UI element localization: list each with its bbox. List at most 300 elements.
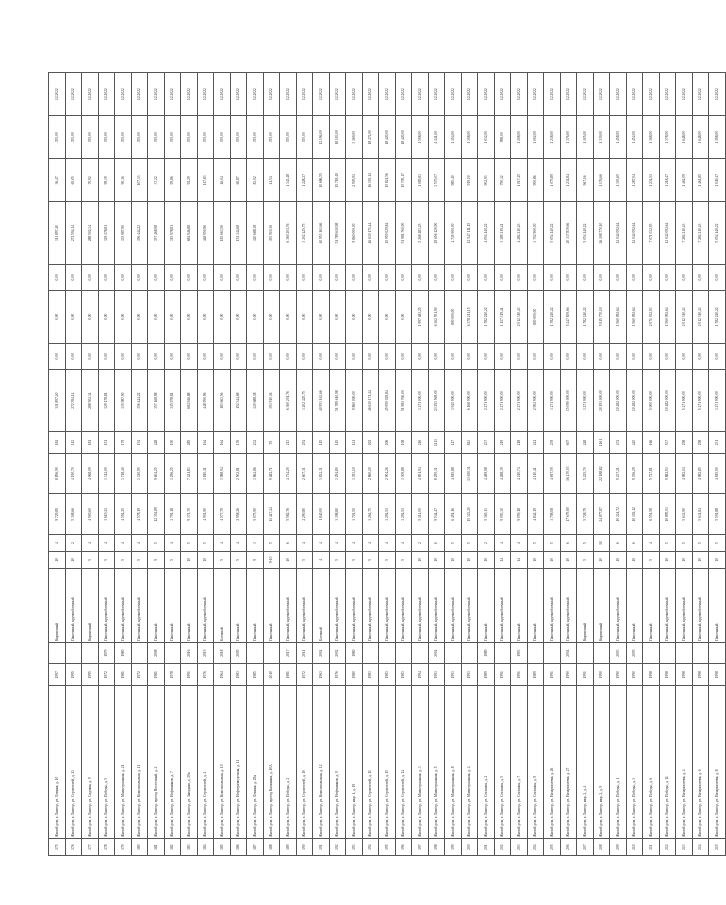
value-cell: 2 012 310,43 <box>692 291 709 344</box>
cost-cell: 3 945 900,00 <box>445 370 462 432</box>
unit-cost-cell: 1 234,84 <box>560 159 577 202</box>
entrances-cell: 5 <box>148 535 165 552</box>
entrances-cell: 10 <box>593 535 610 552</box>
floors-cell: 10 <box>659 551 676 568</box>
date-cell: 12.2022 <box>395 73 412 116</box>
value-cell: 0,00 <box>428 343 445 369</box>
value-cell: 0,00 <box>82 291 99 344</box>
unit-cost-cell: 1 085,83 <box>412 159 429 202</box>
wall-material-cell: Панельный, крупноблочный <box>610 568 627 642</box>
residents-cell: 258 <box>692 432 709 454</box>
limit-cost-cell: 355,00 <box>131 116 148 159</box>
wall-material-cell: Панельный, крупноблочный <box>379 568 396 642</box>
total-area-cell: 3 701,50 <box>346 494 363 535</box>
entrances-cell: 6 <box>560 535 577 552</box>
year-renovated-cell: 2002 <box>329 642 346 664</box>
row-number: 198 <box>428 839 445 856</box>
entrances-cell: 4 <box>329 535 346 552</box>
year-built-cell: 1989 <box>478 664 495 686</box>
value-cell: 0,00 <box>280 264 297 290</box>
year-built-cell: 1981 <box>148 664 165 686</box>
value-cell: 0,00 <box>379 291 396 344</box>
value-cell: 0,00 <box>494 264 511 290</box>
table-row <box>709 73 726 856</box>
total-cost-cell: 12 042 092,64 <box>610 202 627 264</box>
wall-material-cell: Панельный <box>181 568 198 642</box>
total-area-cell: 2 290,80 <box>296 494 313 535</box>
date-cell: 12.2022 <box>412 73 429 116</box>
table-row <box>577 73 594 856</box>
wall-material-cell: Панельный, крупноблочный <box>329 568 346 642</box>
date-cell: 12.2022 <box>428 73 445 116</box>
living-area-cell: 3 988,94 <box>214 453 231 494</box>
residents-cell: 843 <box>461 432 478 454</box>
date-cell: 12.2022 <box>313 73 330 116</box>
wall-material-cell: Панельный <box>247 568 264 642</box>
living-area-cell: 4 982,04 <box>676 453 693 494</box>
floors-cell: 5 <box>296 551 313 568</box>
limit-cost-cell: 1 198,00 <box>709 116 726 159</box>
value-cell: 0,00 <box>709 343 726 369</box>
value-cell: 0,00 <box>115 264 132 290</box>
living-area-cell: 9 882,93 <box>659 453 676 494</box>
value-cell: 0,00 <box>230 291 247 344</box>
limit-cost-cell: 1 339,00 <box>593 116 610 159</box>
value-cell: 0,00 <box>65 343 82 369</box>
address-cell: Жилой дом, г. Лянтор, ул. Магистральная, д. 4 <box>461 686 478 839</box>
table-row <box>395 73 412 856</box>
year-renovated-cell: 1989 <box>478 642 495 664</box>
unit-cost-cell: 790,32 <box>494 159 511 202</box>
entrances-cell: 4 <box>362 535 379 552</box>
floors-cell: 14 <box>511 551 528 568</box>
floors-cell: 5 <box>329 551 346 568</box>
cost-cell: 6 360 201,76 <box>280 370 297 432</box>
living-area-cell: 3 832,31 <box>313 453 330 494</box>
total-cost-cell: 329 178,81 <box>98 202 115 264</box>
table-row <box>181 73 198 856</box>
cost-cell: 152 344,68 <box>230 370 247 432</box>
date-cell: 12.2022 <box>82 73 99 116</box>
year-renovated-cell <box>362 642 379 664</box>
date-cell: 12.2022 <box>461 73 478 116</box>
entrances-cell: 5 <box>544 535 561 552</box>
residents-cell: 258 <box>676 432 693 454</box>
value-cell: 0,00 <box>593 264 610 290</box>
entrances-cell: 6 <box>280 535 297 552</box>
value-cell: 0,00 <box>626 264 643 290</box>
value-cell: 800 000,00 <box>445 291 462 344</box>
limit-cost-cell: 1 002,00 <box>527 116 544 159</box>
table-row <box>98 73 115 856</box>
total-cost-cell: 152 344,68 <box>230 202 247 264</box>
address-cell: Жилой дом, г. Лянтор, мкр. 2, д. 9 <box>593 686 610 839</box>
address-cell: Жилой дом, г. Лянтор, ул. Ленина, д. 29а <box>247 686 264 839</box>
living-area-cell: 3 312,00 <box>98 453 115 494</box>
floors-cell: 5 <box>577 551 594 568</box>
limit-cost-cell: 18 103,00 <box>329 116 346 159</box>
floors-cell: 5 <box>164 551 181 568</box>
cost-cell: 9 860 000,00 <box>346 370 363 432</box>
value-cell: 0,00 <box>181 343 198 369</box>
year-renovated-cell <box>692 642 709 664</box>
unit-cost-cell: 92,29 <box>181 159 198 202</box>
cost-cell: 10 482 000,00 <box>626 370 643 432</box>
row-number: 181 <box>148 839 165 856</box>
date-cell: 12.2022 <box>527 73 544 116</box>
value-cell: 2 012 310,43 <box>511 291 528 344</box>
value-cell: 0,00 <box>346 343 363 369</box>
limit-cost-cell: 355,00 <box>296 116 313 159</box>
row-number: 190 <box>296 839 313 856</box>
floors-cell: 14 <box>494 551 511 568</box>
entrances-cell: 5 <box>692 535 709 552</box>
year-built-cell: 1998 <box>659 664 676 686</box>
year-renovated-cell <box>577 642 594 664</box>
date-cell: 12.2022 <box>346 73 363 116</box>
residents-cell: 150 <box>164 432 181 454</box>
residents-cell: 151 <box>98 432 115 454</box>
year-renovated-cell: 1993 <box>511 642 528 664</box>
row-number: 180 <box>131 839 148 856</box>
value-cell: 0,00 <box>181 291 198 344</box>
floors-cell: 4 <box>313 551 330 568</box>
value-cell: 6 378 211,15 <box>461 291 478 344</box>
total-area-cell: 5 728,79 <box>577 494 594 535</box>
address-cell: Жилой дом, г. Лянтор, ул. Комсомольская, д. 10 <box>214 686 231 839</box>
date-cell: 12.2022 <box>379 73 396 116</box>
residents-cell: 218 <box>511 432 528 454</box>
unit-cost-cell: 10 686,55 <box>313 159 330 202</box>
cost-cell: 20 193 000,00 <box>593 370 610 432</box>
address-cell: Жилой дом, г. Лянтор, ул. Строителей, д. 4 <box>197 686 214 839</box>
living-area-cell: 9 482,71 <box>263 453 280 494</box>
living-area-cell: 8 295,31 <box>428 453 445 494</box>
living-area-cell: 4 110,41 <box>527 453 544 494</box>
living-area-cell: 3 810,11 <box>197 453 214 494</box>
value-cell: 0,00 <box>643 343 660 369</box>
cost-cell: 51 789 610,98 <box>329 370 346 432</box>
address-cell: Жилой дом, г. Лянтор, ул. Победы, д. 1 <box>610 686 627 839</box>
address-cell: Жилой дом, г. Лянтор, ул. Победы, д. 2 <box>280 686 297 839</box>
value-cell: 0,00 <box>412 343 429 369</box>
year-renovated-cell <box>82 642 99 664</box>
value-cell: 0,00 <box>214 291 231 344</box>
table-row <box>329 73 346 856</box>
living-area-cell: 8 856,90 <box>49 453 66 494</box>
wall-material-cell: Кирпичный <box>593 568 610 642</box>
residents-cell: 166 <box>643 432 660 454</box>
year-renovated-cell: 2008 <box>148 642 165 664</box>
total-cost-cell: 46 630 171,44 <box>362 202 379 264</box>
total-cost-cell: 26 108 770,10 <box>593 202 610 264</box>
entrances-cell: 5 <box>676 535 693 552</box>
limit-cost-cell: 355,00 <box>164 116 181 159</box>
value-cell: 0,00 <box>148 291 165 344</box>
address-cell: Жилой дом, г. Лянтор, ул. Назаргалеева, д. 27 <box>560 686 577 839</box>
unit-cost-cell: 902,93 <box>478 159 495 202</box>
value-cell: 0,00 <box>131 291 148 344</box>
value-cell: 0,00 <box>197 291 214 344</box>
address-cell: Жилой дом, г. Лянтор, ул. Строителей, д. 14 <box>395 686 412 839</box>
year-renovated-cell: 2011 <box>296 642 313 664</box>
floors-cell: 5 <box>346 551 363 568</box>
value-cell: 0,00 <box>659 264 676 290</box>
total-area-cell: 10 241,72 <box>610 494 627 535</box>
value-cell: 0,00 <box>49 343 66 369</box>
date-cell: 12.2022 <box>296 73 313 116</box>
entrances-cell: 4 <box>214 535 231 552</box>
year-renovated-cell: 2017 <box>280 642 297 664</box>
total-cost-cell: 29 656 120,90 <box>428 202 445 264</box>
row-number: 178 <box>98 839 115 856</box>
living-area-cell: 3 718,40 <box>115 453 132 494</box>
total-cost-cell: 5 054 140,22 <box>709 202 726 264</box>
value-cell: 0,00 <box>280 343 297 369</box>
address-cell: Жилой дом, г. Лянтор, ул. Нефтеразведочная, д. 11 <box>230 686 247 839</box>
year-renovated-cell <box>247 642 264 664</box>
residents-cell: 537 <box>659 432 676 454</box>
year-renovated-cell: 1980 <box>115 642 132 664</box>
value-cell: 0,00 <box>577 343 594 369</box>
year-renovated-cell: 2005 <box>626 642 643 664</box>
cost-cell: 357 468,98 <box>148 370 165 432</box>
total-cost-cell: 7 284 210,43 <box>692 202 709 264</box>
residents-cell: 216 <box>412 432 429 454</box>
date-cell: 12.2022 <box>148 73 165 116</box>
total-cost-cell: 51 789 610,98 <box>329 202 346 264</box>
year-built-cell: 1963 <box>313 664 330 686</box>
limit-cost-cell: 355,00 <box>98 116 115 159</box>
cost-cell: 320 688,38 <box>247 370 264 432</box>
residents-cell: 145 <box>329 432 346 454</box>
cost-cell: 288 502,34 <box>82 370 99 432</box>
value-cell: 0,00 <box>263 343 280 369</box>
year-built-cell: 1994 <box>412 664 429 686</box>
total-cost-cell: 4 284 210,43 <box>511 202 528 264</box>
table-row <box>49 73 66 856</box>
cost-cell: 23 293 569,00 <box>428 370 445 432</box>
floors-cell: 10 <box>65 551 82 568</box>
total-area-cell: 4 578,19 <box>131 494 148 535</box>
limit-cost-cell: 355,00 <box>280 116 297 159</box>
unit-cost-cell: 1 049,47 <box>709 159 726 202</box>
total-cost-cell: 7 071 032,93 <box>643 202 660 264</box>
table-row <box>346 73 363 856</box>
total-area-cell: 10 895,03 <box>659 494 676 535</box>
entrances-cell: 2 <box>412 535 429 552</box>
living-area-cell: 3 294,80 <box>329 453 346 494</box>
limit-cost-cell: 1 368,00 <box>643 116 660 159</box>
value-cell: 0,00 <box>131 343 148 369</box>
year-built-cell: 1998 <box>643 664 660 686</box>
date-cell: 12.2022 <box>659 73 676 116</box>
row-number: 186 <box>230 839 247 856</box>
address-cell: Жилой дом, г. Лянтор, ул. Ленина, д. 10 <box>49 686 66 839</box>
unit-cost-cell: 1 075,89 <box>544 159 561 202</box>
residents-cell: 445 <box>626 432 643 454</box>
entrances-cell: 4 <box>511 535 528 552</box>
total-area-cell: 3 708,08 <box>544 494 561 535</box>
value-cell: 0,00 <box>577 264 594 290</box>
total-area-cell: 5 365,13 <box>478 494 495 535</box>
total-cost-cell: 272 594,14 <box>65 202 82 264</box>
living-area-cell: 4 068,09 <box>82 453 99 494</box>
limit-cost-cell: 1 648,00 <box>692 116 709 159</box>
entrances-cell: 4 <box>230 535 247 552</box>
date-cell: 12.2022 <box>49 73 66 116</box>
cost-cell: 272 594,14 <box>65 370 82 432</box>
table-row <box>148 73 165 856</box>
total-area-cell: 1 840,00 <box>313 494 330 535</box>
table-row <box>494 73 511 856</box>
rotated-table-container <box>48 72 719 856</box>
date-cell: 12.2022 <box>676 73 693 116</box>
date-cell: 12.2022 <box>65 73 82 116</box>
limit-cost-cell: 1 458,00 <box>610 116 627 159</box>
address-cell: Жилой дом, г. Лянтор, ул. Комсомольская, д. 12 <box>313 686 330 839</box>
floors-cell: 10 <box>412 551 429 568</box>
wall-material-cell: Панельный, крупноблочный <box>197 568 214 642</box>
total-area-cell: 3 398,80 <box>329 494 346 535</box>
value-cell: 0,00 <box>148 343 165 369</box>
wall-material-cell: Панельный <box>478 568 495 642</box>
table-row <box>362 73 379 856</box>
total-cost-cell: 40 953 163,66 <box>313 202 330 264</box>
row-number: 183 <box>181 839 198 856</box>
limit-cost-cell: 18 420,00 <box>395 116 412 159</box>
unit-cost-cell: 1 017,45 <box>511 159 528 202</box>
row-number: 199 <box>445 839 462 856</box>
value-cell: 1 782 240,22 <box>478 291 495 344</box>
living-area-cell: 3 296,25 <box>164 453 181 494</box>
table-row <box>626 73 643 856</box>
total-cost-cell: 311 897,40 <box>49 202 66 264</box>
entrances-cell: 4 <box>313 535 330 552</box>
entrances-cell: 5 <box>461 535 478 552</box>
total-cost-cell: 9 860 000,00 <box>346 202 363 264</box>
unit-cost-cell: 985,49 <box>445 159 462 202</box>
wall-material-cell: Панельный, крупноблочный <box>428 568 445 642</box>
total-area-cell: 4 901,90 <box>197 494 214 535</box>
table-row <box>610 73 627 856</box>
year-renovated-cell: 2004 <box>313 642 330 664</box>
floors-cell: 5 <box>643 551 660 568</box>
floors-cell: 5 <box>395 551 412 568</box>
unit-cost-cell: 2 905,91 <box>346 159 363 202</box>
year-renovated-cell <box>379 642 396 664</box>
value-cell: 0,00 <box>49 291 66 344</box>
value-cell: 0,00 <box>164 343 181 369</box>
value-cell: 0,00 <box>362 291 379 344</box>
floors-cell: 10 <box>610 551 627 568</box>
unit-cost-cell: 1 234,51 <box>643 159 660 202</box>
wall-material-cell: Панельный <box>709 568 726 642</box>
row-number: 192 <box>329 839 346 856</box>
cost-cell: 315 978,81 <box>164 370 181 432</box>
total-area-cell: 2 958,26 <box>230 494 247 535</box>
unit-cost-cell: 107,33 <box>131 159 148 202</box>
living-area-cell: 4 210,74 <box>511 453 528 494</box>
unit-cost-cell: 1 287,04 <box>626 159 643 202</box>
total-area-cell: 6 491,16 <box>445 494 462 535</box>
cost-cell: 335 987,90 <box>115 370 132 432</box>
date-cell: 12.2022 <box>115 73 132 116</box>
total-cost-cell: 12 547 111,15 <box>461 202 478 264</box>
limit-cost-cell: 355,00 <box>263 116 280 159</box>
residents-cell: 248 <box>577 432 594 454</box>
wall-material-cell: Панельный, крупноблочный <box>395 568 412 642</box>
living-area-cell: 13 650,31 <box>461 453 478 494</box>
floors-cell: 10 <box>280 551 297 568</box>
value-cell: 1 782 240,22 <box>709 291 726 344</box>
address-cell: Жилой дом, г. Лянтор, ул. Строителей, д. 11 <box>362 686 379 839</box>
floors-cell: 10 <box>527 551 544 568</box>
value-cell: 0,00 <box>593 343 610 369</box>
wall-material-cell: Панельный, крупноблочный <box>659 568 676 642</box>
value-cell: 0,00 <box>197 343 214 369</box>
year-built-cell: 1978 <box>164 664 181 686</box>
year-renovated-cell <box>461 642 478 664</box>
total-cost-cell: 6 360 201,76 <box>280 202 297 264</box>
year-built-cell: 1983 <box>379 664 396 686</box>
total-cost-cell: 320 688,38 <box>247 202 264 264</box>
unit-cost-cell: 36,47 <box>49 159 66 202</box>
value-cell: 1 782 240,22 <box>577 291 594 344</box>
total-area-cell: 3 264,75 <box>362 494 379 535</box>
row-number: 200 <box>461 839 478 856</box>
wall-material-cell: Панельный, крупноблочный <box>346 568 363 642</box>
table-row <box>263 73 280 856</box>
cost-cell: 3 271 900,00 <box>544 370 561 432</box>
row-number: 210 <box>626 839 643 856</box>
living-area-cell: 4 815,88 <box>445 453 462 494</box>
entrances-cell: 4 <box>164 535 181 552</box>
table-row <box>676 73 693 856</box>
total-cost-cell: 20 337 839,66 <box>560 202 577 264</box>
row-number: 196 <box>395 839 412 856</box>
limit-cost-cell: 1 208,00 <box>511 116 528 159</box>
living-area-cell: 9 604,25 <box>148 453 165 494</box>
value-cell: 0,00 <box>263 264 280 290</box>
wall-material-cell: Панельный <box>148 568 165 642</box>
year-renovated-cell <box>544 642 561 664</box>
row-number: 205 <box>544 839 561 856</box>
value-cell: 0,00 <box>610 343 627 369</box>
date-cell: 12.2022 <box>98 73 115 116</box>
living-area-cell: 2 904,26 <box>379 453 396 494</box>
total-area-cell: 10 302,12 <box>626 494 643 535</box>
year-renovated-cell: 2004 <box>428 642 445 664</box>
cost-cell: 51 981 760,00 <box>395 370 412 432</box>
entrances-cell: 5 <box>197 535 214 552</box>
value-cell: 0,00 <box>544 264 561 290</box>
table-row <box>428 73 445 856</box>
total-cost-cell: 51 981 760,00 <box>395 202 412 264</box>
value-cell: 0,00 <box>98 291 115 344</box>
cost-cell: 40 953 163,66 <box>313 370 330 432</box>
value-cell: 0,00 <box>313 343 330 369</box>
wall-material-cell: Панельный <box>164 568 181 642</box>
unit-cost-cell: 60,87 <box>230 159 247 202</box>
wall-material-cell: Кирпичный <box>577 568 594 642</box>
date-cell: 12.2022 <box>709 73 726 116</box>
limit-cost-cell: 1 238,00 <box>544 116 561 159</box>
table-row <box>82 73 99 856</box>
value-cell: 0,00 <box>296 343 313 369</box>
entrances-cell: 4 <box>296 535 313 552</box>
address-cell: Жилой дом, г. Лянтор, ул. Победы, д. 6 <box>643 686 660 839</box>
